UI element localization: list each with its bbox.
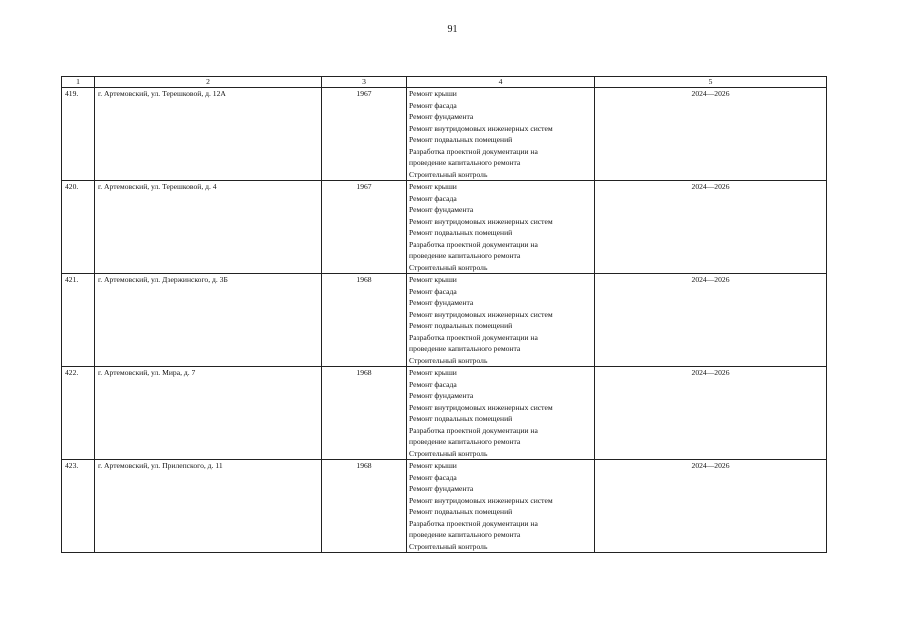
work-item: Ремонт фундамента: [409, 484, 474, 493]
column-header-2: 2: [95, 77, 322, 88]
row-number: 420.: [62, 181, 95, 274]
work-item: Ремонт крыши: [409, 89, 457, 98]
row-year: 1967: [322, 88, 407, 181]
row-address: г. Артемовский, ул. Мира, д. 7: [95, 367, 322, 460]
row-number: 421.: [62, 274, 95, 367]
row-works: [407, 460, 595, 553]
work-item: Ремонт фасада: [409, 286, 457, 296]
row-period: 2024—2026: [595, 460, 827, 553]
row-year: 1968: [322, 274, 407, 367]
row-year: 1967: [322, 181, 407, 274]
work-item: Строительный контроль: [409, 169, 488, 179]
work-item: Ремонт фасада: [409, 193, 457, 203]
work-item: Ремонт фасада: [409, 379, 457, 389]
work-item: Разработка проектной документации на: [409, 425, 538, 435]
table-row: [62, 88, 827, 181]
column-header-3: 3: [322, 77, 407, 88]
work-item: Строительный контроль: [409, 355, 488, 365]
table-row: [62, 274, 827, 367]
work-item: Ремонт подвальных помещений: [409, 507, 513, 516]
row-address: г. Артемовский, ул. Дзержинского, д. 3Б: [95, 274, 322, 367]
work-item: Ремонт внутридомовых инженерных систем: [409, 216, 553, 226]
table-row: [62, 460, 827, 553]
table-body: [62, 88, 827, 553]
work-item: Ремонт фундамента: [409, 298, 474, 307]
table-row: [62, 181, 827, 274]
work-item: Разработка проектной документации на: [409, 518, 538, 528]
work-item: Разработка проектной документации на: [409, 146, 538, 156]
work-item: Ремонт фундамента: [409, 205, 474, 214]
work-item: Строительный контроль: [409, 262, 488, 272]
row-period: 2024—2026: [595, 88, 827, 181]
work-item: Ремонт фасада: [409, 100, 457, 110]
work-item: Ремонт подвальных помещений: [409, 228, 513, 237]
row-number: 423.: [62, 460, 95, 553]
work-item: Ремонт внутридомовых инженерных систем: [409, 495, 553, 505]
work-item: Строительный контроль: [409, 541, 488, 551]
work-item: проведение капитального ремонта: [409, 437, 521, 446]
work-item: Ремонт крыши: [409, 275, 457, 284]
work-item: Ремонт крыши: [409, 461, 457, 470]
repair-schedule-table: [61, 76, 827, 553]
work-item: Ремонт подвальных помещений: [409, 414, 513, 423]
work-item: Разработка проектной документации на: [409, 239, 538, 249]
page-number: 91: [447, 24, 458, 35]
row-address: г. Артемовский, ул. Прилепского, д. 11: [95, 460, 322, 553]
work-item: Ремонт подвальных помещений: [409, 321, 513, 330]
work-item: Ремонт крыши: [409, 182, 457, 191]
row-period: 2024—2026: [595, 181, 827, 274]
row-works: [407, 181, 595, 274]
row-year: 1968: [322, 367, 407, 460]
column-header-5: 5: [595, 77, 827, 88]
work-item: проведение капитального ремонта: [409, 158, 521, 167]
row-address: г. Артемовский, ул. Терешковой, д. 4: [95, 181, 322, 274]
work-item: Ремонт внутридомовых инженерных систем: [409, 309, 553, 319]
row-year: 1968: [322, 460, 407, 553]
row-works: [407, 88, 595, 181]
work-item: Строительный контроль: [409, 448, 488, 458]
table-row: [62, 367, 827, 460]
work-item: Ремонт крыши: [409, 368, 457, 377]
work-item: Разработка проектной документации на: [409, 332, 538, 342]
row-number: 419.: [62, 88, 95, 181]
header-row: [62, 77, 827, 88]
work-item: Ремонт фундамента: [409, 391, 474, 400]
row-period: 2024—2026: [595, 367, 827, 460]
work-item: Ремонт фундамента: [409, 112, 474, 121]
row-period: 2024—2026: [595, 274, 827, 367]
work-item: проведение капитального ремонта: [409, 530, 521, 539]
work-item: Ремонт фасада: [409, 472, 457, 482]
work-item: Ремонт внутридомовых инженерных систем: [409, 123, 553, 133]
work-item: проведение капитального ремонта: [409, 344, 521, 353]
row-address: г. Артемовский, ул. Терешковой, д. 12А: [95, 88, 322, 181]
work-item: Ремонт подвальных помещений: [409, 135, 513, 144]
work-item: Ремонт внутридомовых инженерных систем: [409, 402, 553, 412]
row-works: [407, 274, 595, 367]
table-header: [62, 77, 827, 88]
column-header-4: 4: [407, 77, 595, 88]
work-item: проведение капитального ремонта: [409, 251, 521, 260]
column-header-1: 1: [62, 77, 95, 88]
row-number: 422.: [62, 367, 95, 460]
row-works: [407, 367, 595, 460]
